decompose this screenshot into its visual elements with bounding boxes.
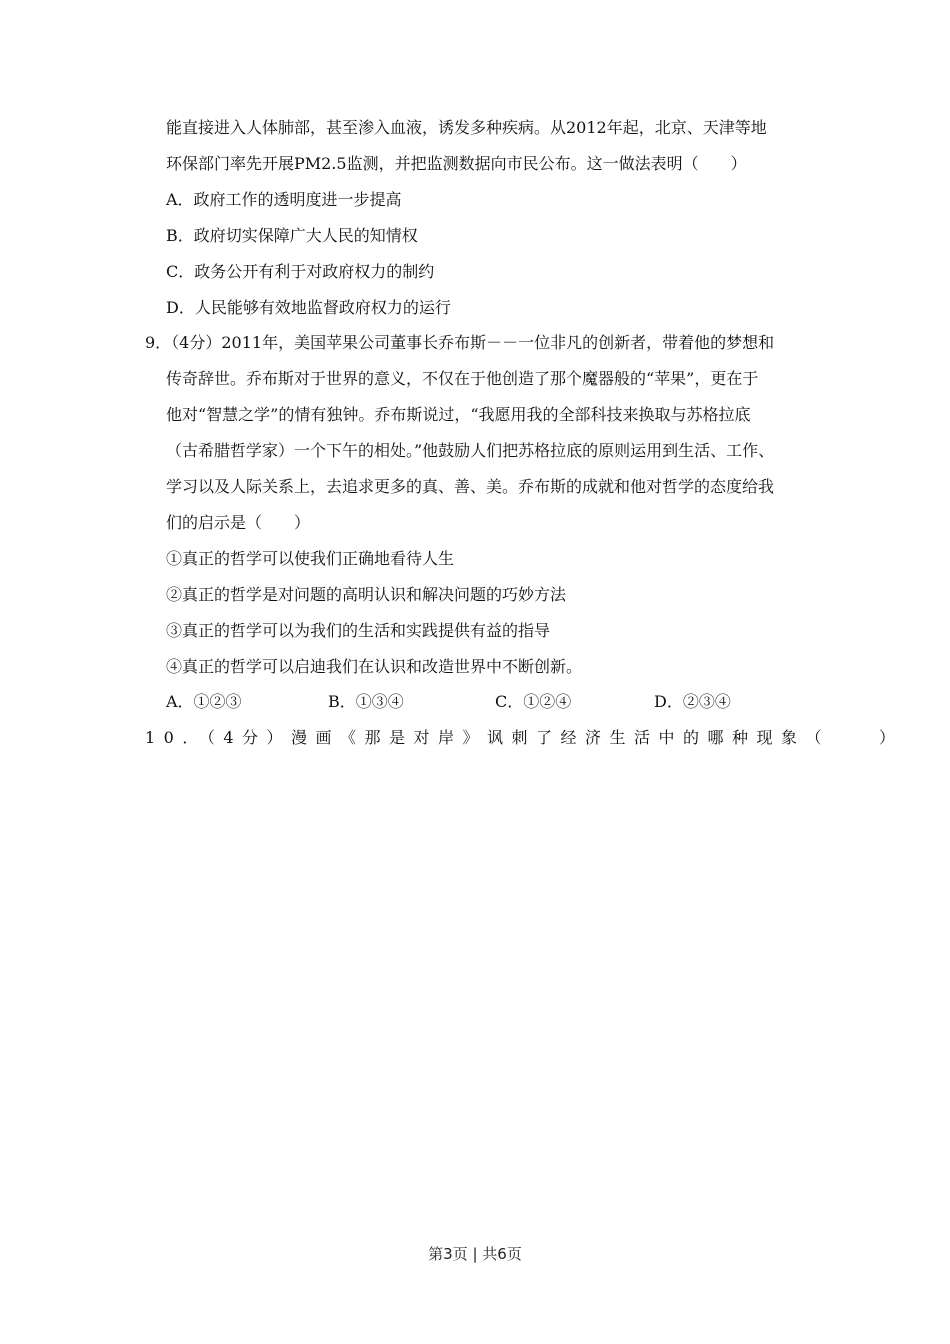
q9-stem-line-5: 学习以及人际关系上，去追求更多的真、善、美。乔布斯的成就和他对哲学的态度给我 [166,477,775,496]
q8-option-d: D．人民能够有效地监督政府权力的运行 [166,298,451,317]
q9-stem-line-6: 们的启示是（ ） [166,513,311,532]
q8-option-b: B．政府切实保障广大人民的知情权 [166,226,418,245]
q9-statement-3: ③真正的哲学可以为我们的生活和实践提供有益的指导 [166,621,551,640]
q9-choice-c: C．①②④ [495,692,572,711]
q9-stem-line-2: 传奇辞世。乔布斯对于世界的意义，不仅在于他创造了那个魔器般的“苹果”，更在于 [166,369,759,388]
q8-option-a: A．政府工作的透明度进一步提高 [166,190,402,209]
q9-statement-4: ④真正的哲学可以启迪我们在认识和改造世界中不断创新。 [166,657,583,676]
q9-choices [166,692,766,712]
q9-statement-2: ②真正的哲学是对问题的高明认识和解决问题的巧妙方法 [166,585,567,604]
q8-option-c: C．政务公开有利于对政府权力的制约 [166,262,435,281]
q8-stem-line-1: 能直接进入人体肺部，甚至渗入血液，诱发多种疾病。从2012年起，北京、天津等地 [166,118,767,137]
q9-statement-1: ①真正的哲学可以使我们正确地看待人生 [166,549,455,568]
q8-stem-line-2: 环保部门率先开展PM2.5监测，并把监测数据向市民公布。这一做法表明（ ） [166,154,747,173]
q10-stem-line-1: 10．（4分）漫画《那是对岸》讽刺了经济生活中的哪种现象（ ） [145,728,904,747]
q9-choice-b: B．①③④ [328,692,404,711]
page-footer: 第3页 | 共6页 [428,1245,522,1263]
q9-stem-line-1: 9．（4分）2011年，美国苹果公司董事长乔布斯－－一位非凡的创新者，带着他的梦想和 [145,333,775,352]
q9-stem-line-3: 他对“智慧之学”的情有独钟。乔布斯说过，“我愿用我的全部科技来换取与苏格拉底 [166,405,751,424]
q9-choice-d: D．②③④ [654,692,731,711]
q9-stem-line-4: （古希腊哲学家）一个下午的相处。”他鼓励人们把苏格拉底的原则运用到生活、工作、 [166,441,775,460]
q9-choice-a: A．①②③ [166,692,242,711]
